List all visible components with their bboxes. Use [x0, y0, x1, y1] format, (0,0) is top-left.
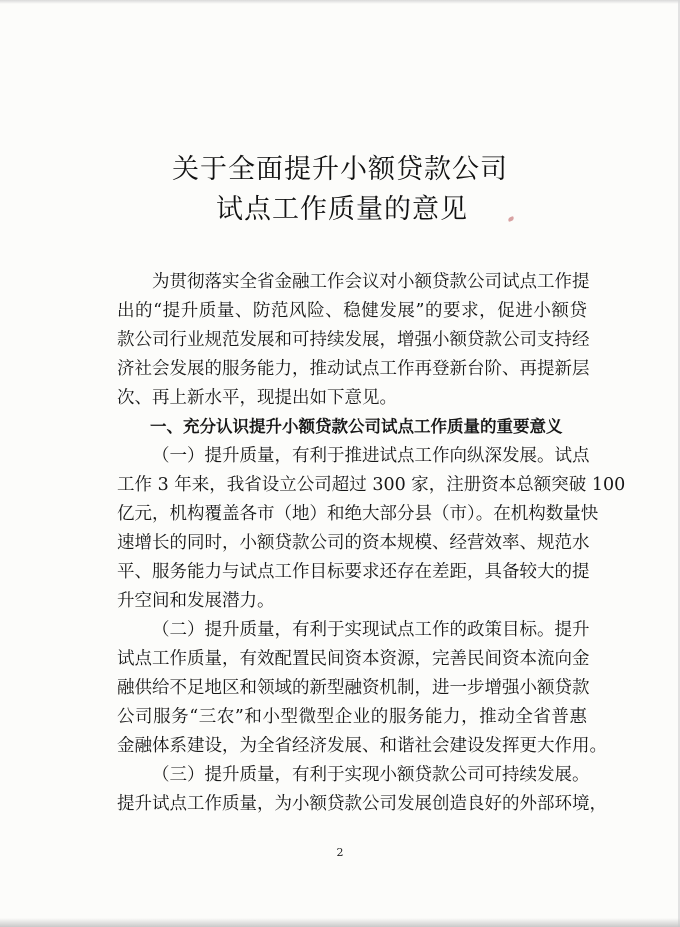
paragraph-2-line-4: 公司服务“三农”和小型微型企业的服务能力，推动全省普惠: [117, 707, 587, 727]
intro-line-5: 次、再上新水平，现提出如下意见。: [117, 388, 397, 408]
paragraph-3-line-1: （三）提升质量，有利于实现小额贷款公司可持续发展。: [152, 765, 590, 785]
intro-line-3: 款公司行业规范发展和可持续发展，增强小额贷款公司支持经: [117, 330, 590, 350]
paragraph-2-line-3: 融供给不足地区和领域的新型融资机制，进一步增强小额贷款: [117, 678, 590, 698]
intro-line-1: 为贯彻落实全省金融工作会议对小额贷款公司试点工作提: [152, 272, 590, 292]
scan-top-edge: [0, 0, 680, 4]
paragraph-3-line-2: 提升试点工作质量，为小额贷款公司发展创造良好的外部环境，: [117, 794, 607, 814]
paragraph-2-line-2: 试点工作质量，有效配置民间资本资源，完善民间资本流向金: [117, 649, 590, 669]
paragraph-1-line-1: （一）提升质量，有利于推进试点工作向纵深发展。试点: [152, 446, 590, 466]
paragraph-2-line-1: （二）提升质量，有利于实现试点工作的政策目标。提升: [152, 620, 590, 640]
page-number: 2: [336, 846, 344, 859]
paragraph-1-line-6: 升空间和发展潜力。: [117, 591, 275, 611]
document-title-line-1: 关于全面提升小额贷款公司: [172, 154, 508, 185]
section-heading: 一、充分认识提升小额贷款公司试点工作质量的重要意义: [150, 417, 563, 436]
paragraph-1-line-3: 亿元，机构覆盖各市（地）和绝大部分县（市）。在机构数量快: [117, 504, 599, 524]
intro-line-2: 出的“提升质量、防范风险、稳健发展”的要求，促进小额贷: [117, 301, 587, 321]
paragraph-1-line-2: 工作 3 年来，我省设立公司超过 300 家，注册资本总额突破 100: [117, 475, 626, 495]
scan-bottom-edge: [0, 918, 680, 927]
intro-line-4: 济社会发展的服务能力，推动试点工作再登新台阶、再提新层: [117, 359, 590, 379]
paragraph-1-line-4: 速增长的同时，小额贷款公司的资本规模、经营效率、规范水: [117, 533, 590, 553]
paragraph-1-line-5: 平、服务能力与试点工作目标要求还存在差距，具备较大的提: [117, 562, 590, 582]
paragraph-2-line-5: 金融体系建设，为全省经济发展、和谐社会建设发挥更大作用。: [117, 736, 607, 756]
document-title-line-2: 试点工作质量的意见: [216, 194, 468, 225]
